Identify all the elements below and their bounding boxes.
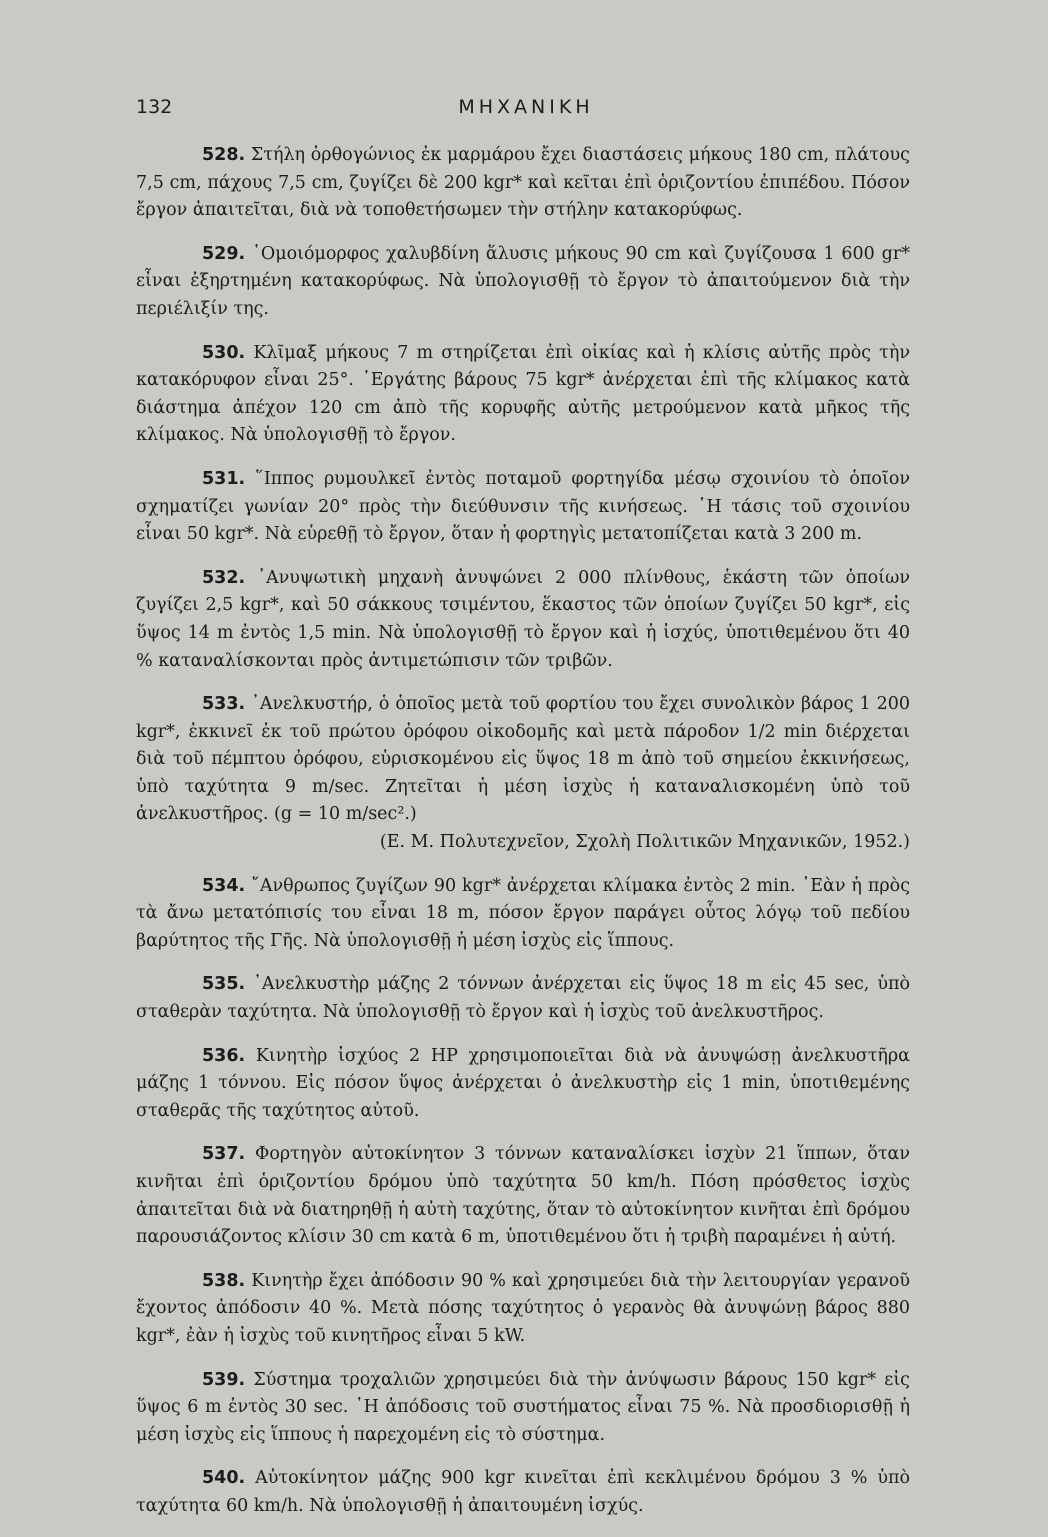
- problem-number: 528.: [202, 145, 246, 165]
- problem-text: ᾿Ανυψωτικὴ μηχανὴ ἀνυψώνει 2 000 πλίνθους, ἑκάστη τῶν ὁποίων ζυγίζει 2,5 kgr*, καὶ 50 σάκκους τσιμέντου, ἕκαστος τῶν ὁποίων ζυγίζει 50 kgr*, εἰς ὕψος 14 m ἐντὸς 1,5 min. Νὰ ὑπολογισθῇ τὸ ἔργον καὶ ἡ ἰσχύς, ὑποτιθεμένου ὅτι 40 % καταναλίσκονται πρὸς ἀντιμετώπισιν τῶν τριβῶν.: [136, 567, 910, 671]
- page-header: [136, 96, 916, 126]
- problem-number: 540.: [202, 1468, 246, 1489]
- problem-536: [136, 1043, 910, 1126]
- problem-text: Φορτηγὸν αὐτοκίνητον 3 τόννων καταναλίσκει ἰσχὺν 21 ἵππων, ὅταν κινῆται ἐπὶ ὁριζοντίου δρόμου ὑπὸ ταχύτητα 50 km/h. Πόση πρόσθετος ἰσχὺς ἀπαιτεῖται διὰ νὰ διατηρηθῇ ἡ αὐτὴ ταχύτης, ὅταν τὸ αὐτοκίνητον κινῆται ἐπὶ δρόμου παρουσιάζοντος κλίσιν 30 cm κατὰ 6 m, ὑποτιθεμένου ὅτι ἡ τριβὴ παραμένει ἡ αὐτή.: [136, 1144, 910, 1248]
- problem-number: 533.: [202, 694, 246, 715]
- problem-number: 536.: [202, 1045, 246, 1066]
- problem-number: 538.: [202, 1270, 246, 1291]
- problem-531: [136, 466, 910, 549]
- problem-533: [136, 691, 910, 857]
- page-number: 132: [136, 96, 173, 118]
- problem-538: [136, 1268, 910, 1351]
- problem-text: ᾿Ανελκυστὴρ μάζης 2 τόννων ἀνέρχεται εἰς ὕψος 18 m εἰς 45 sec, ὑπὸ σταθερὰν ταχύτητα. Νὰ ὑπολογισθῇ τὸ ἔργον καὶ ἡ ἰσχὺς τοῦ ἀνελκυστῆρος.: [136, 974, 910, 1023]
- problem-text: ῾Ομοιόμορφος χαλυβδίνη ἅλυσις μήκους 90 cm καὶ ζυγίζουσα 1 600 gr* εἶναι ἐξηρτημένη κατακορύφως. Νὰ ὑπολογισθῇ τὸ ἔργον τὸ ἀπαιτούμενον διὰ τὴν περιέλιξίν της.: [136, 243, 910, 319]
- problem-532: [136, 565, 910, 675]
- problem-text: ῎Ανθρωπος ζυγίζων 90 kgr* ἀνέρχεται κλίμακα ἐντὸς 2 min. ᾿Εὰν ἡ πρὸς τὰ ἄνω μετατόπισίς του εἶναι 18 m, πόσον ἔργον παράγει οὗτος λόγῳ τοῦ πεδίου βαρύτητος τῆς Γῆς. Νὰ ὑπολογισθῇ ἡ μέση ἰσχὺς εἰς ἵππους.: [136, 875, 910, 951]
- problem-537: [136, 1141, 910, 1251]
- problem-529: [136, 241, 910, 324]
- running-title: ΜΗΧΑΝΙΚΗ: [458, 96, 594, 118]
- problem-text: ᾿Ανελκυστήρ, ὁ ὁποῖος μετὰ τοῦ φορτίου του ἔχει συνολικὸν βάρος 1 200 kgr*, ἐκκινεῖ ἐκ τοῦ πρώτου ὀρόφου οἰκοδομῆς καὶ μετὰ πάροδον 1/2 min διέρχεται διὰ τοῦ πέμπτου ὀρόφου, εὑρισκομένου εἰς ὕψος 18 m ἀπὸ τοῦ σημείου ἐκκινήσεως, ὑπὸ ταχύτητα 9 m/sec. Ζητεῖται ἡ μέση ἰσχὺς ἡ καταναλισκομένη ὑπὸ τοῦ ἀνελκυστῆρος. (g = 10 m/sec².): [136, 694, 910, 825]
- problem-number: 529.: [202, 243, 246, 264]
- problem-text: Κλῖμαξ μήκους 7 m στηρίζεται ἐπὶ οἰκίας καὶ ἡ κλίσις αὐτῆς πρὸς τὴν κατακόρυφον εἶναι 25°. ᾿Εργάτης βάρους 75 kgr* ἀνέρχεται ἐπὶ τῆς κλίμακος κατὰ διάστημα ἀπέχον 120 cm ἀπὸ τῆς κορυφῆς αὐτῆς μετρούμενον κατὰ μῆκος τῆς κλίμακος. Νὰ ὑπολογισθῇ τὸ ἔργον.: [136, 342, 910, 446]
- problem-text: Κινητὴρ ἔχει ἀπόδοσιν 90 % καὶ χρησιμεύει διὰ τὴν λειτουργίαν γερανοῦ ἔχοντος ἀπόδοσιν 40 %. Μετὰ πόσης ταχύτητος ὁ γερανὸς θὰ ἀνυψώνῃ βάρος 880 kgr*, ἐὰν ἡ ἰσχὺς τοῦ κινητῆρος εἶναι 5 kW.: [136, 1270, 910, 1346]
- problem-text: ῞Ιππος ρυμουλκεῖ ἐντὸς ποταμοῦ φορτηγίδα μέσῳ σχοινίου τὸ ὁποῖον σχηματίζει γωνίαν 20° πρὸς τὴν διεύθυνσιν τῆς κινήσεως. ῾Η τάσις τοῦ σχοινίου εἶναι 50 kgr*. Νὰ εὑρεθῇ τὸ ἔργον, ὅταν ἡ φορτηγὶς μετατοπίζεται κατὰ 3 200 m.: [136, 468, 910, 545]
- problem-number: 534.: [202, 875, 246, 896]
- problem-text: Αὐτοκίνητον μάζης 900 kgr κινεῖται ἐπὶ κεκλιμένου δρόμου 3 % ὑπὸ ταχύτητα 60 km/h. Νὰ ὑπολογισθῇ ἡ ἀπαιτουμένη ἰσχύς.: [136, 1468, 910, 1516]
- problem-text: Στήλη ὀρθογώνιος ἐκ μαρμάρου ἔχει διαστάσεις μήκους 180 cm, πλάτους 7,5 cm, πάχους 7,5 cm, ζυγίζει δὲ 200 kgr* καὶ κεῖται ἐπὶ ὁριζοντίου ἐπιπέδου. Πόσον ἔργον ἀπαιτεῖται, διὰ νὰ τοποθετήσωμεν τὴν στήλην κατακορύφως.: [136, 145, 910, 221]
- problem-number: 539.: [202, 1369, 246, 1390]
- problem-530: [136, 340, 910, 450]
- problem-source: (Ε. Μ. Πολυτεχνεῖον, Σχολὴ Πολιτικῶν Μηχανικῶν, 1952.): [379, 832, 910, 853]
- problem-number: 537.: [202, 1144, 246, 1165]
- problem-528: [136, 142, 910, 225]
- problem-539: [136, 1367, 910, 1450]
- problem-number: 532.: [202, 567, 246, 588]
- problem-number: 535.: [202, 974, 246, 995]
- problem-number: 531.: [202, 468, 246, 489]
- problem-534: [136, 873, 910, 956]
- problem-number: 530.: [202, 342, 246, 363]
- problem-text: Κινητὴρ ἰσχύος 2 HP χρησιμοποιεῖται διὰ νὰ ἀνυψώσῃ ἀνελκυστῆρα μάζης 1 τόννου. Εἰς πόσον ὕψος ἀνέρχεται ὁ ἀνελκυστὴρ εἰς 1 min, ὑποτιθεμένης σταθερᾶς τῆς ταχύτητος αὐτοῦ.: [136, 1045, 910, 1121]
- problem-text: Σύστημα τροχαλιῶν χρησιμεύει διὰ τὴν ἀνύψωσιν βάρους 150 kgr* εἰς ὕψος 6 m ἐντὸς 30 sec. ῾Η ἀπόδοσις τοῦ συστήματος εἶναι 75 %. Νὰ προσδιορισθῇ ἡ μέση ἰσχὺς εἰς ἵππους ἡ παρεχομένη εἰς τὸ σύστημα.: [136, 1369, 910, 1445]
- problem-list: [136, 142, 910, 1537]
- problem-540: [136, 1465, 910, 1520]
- problem-535: [136, 971, 910, 1026]
